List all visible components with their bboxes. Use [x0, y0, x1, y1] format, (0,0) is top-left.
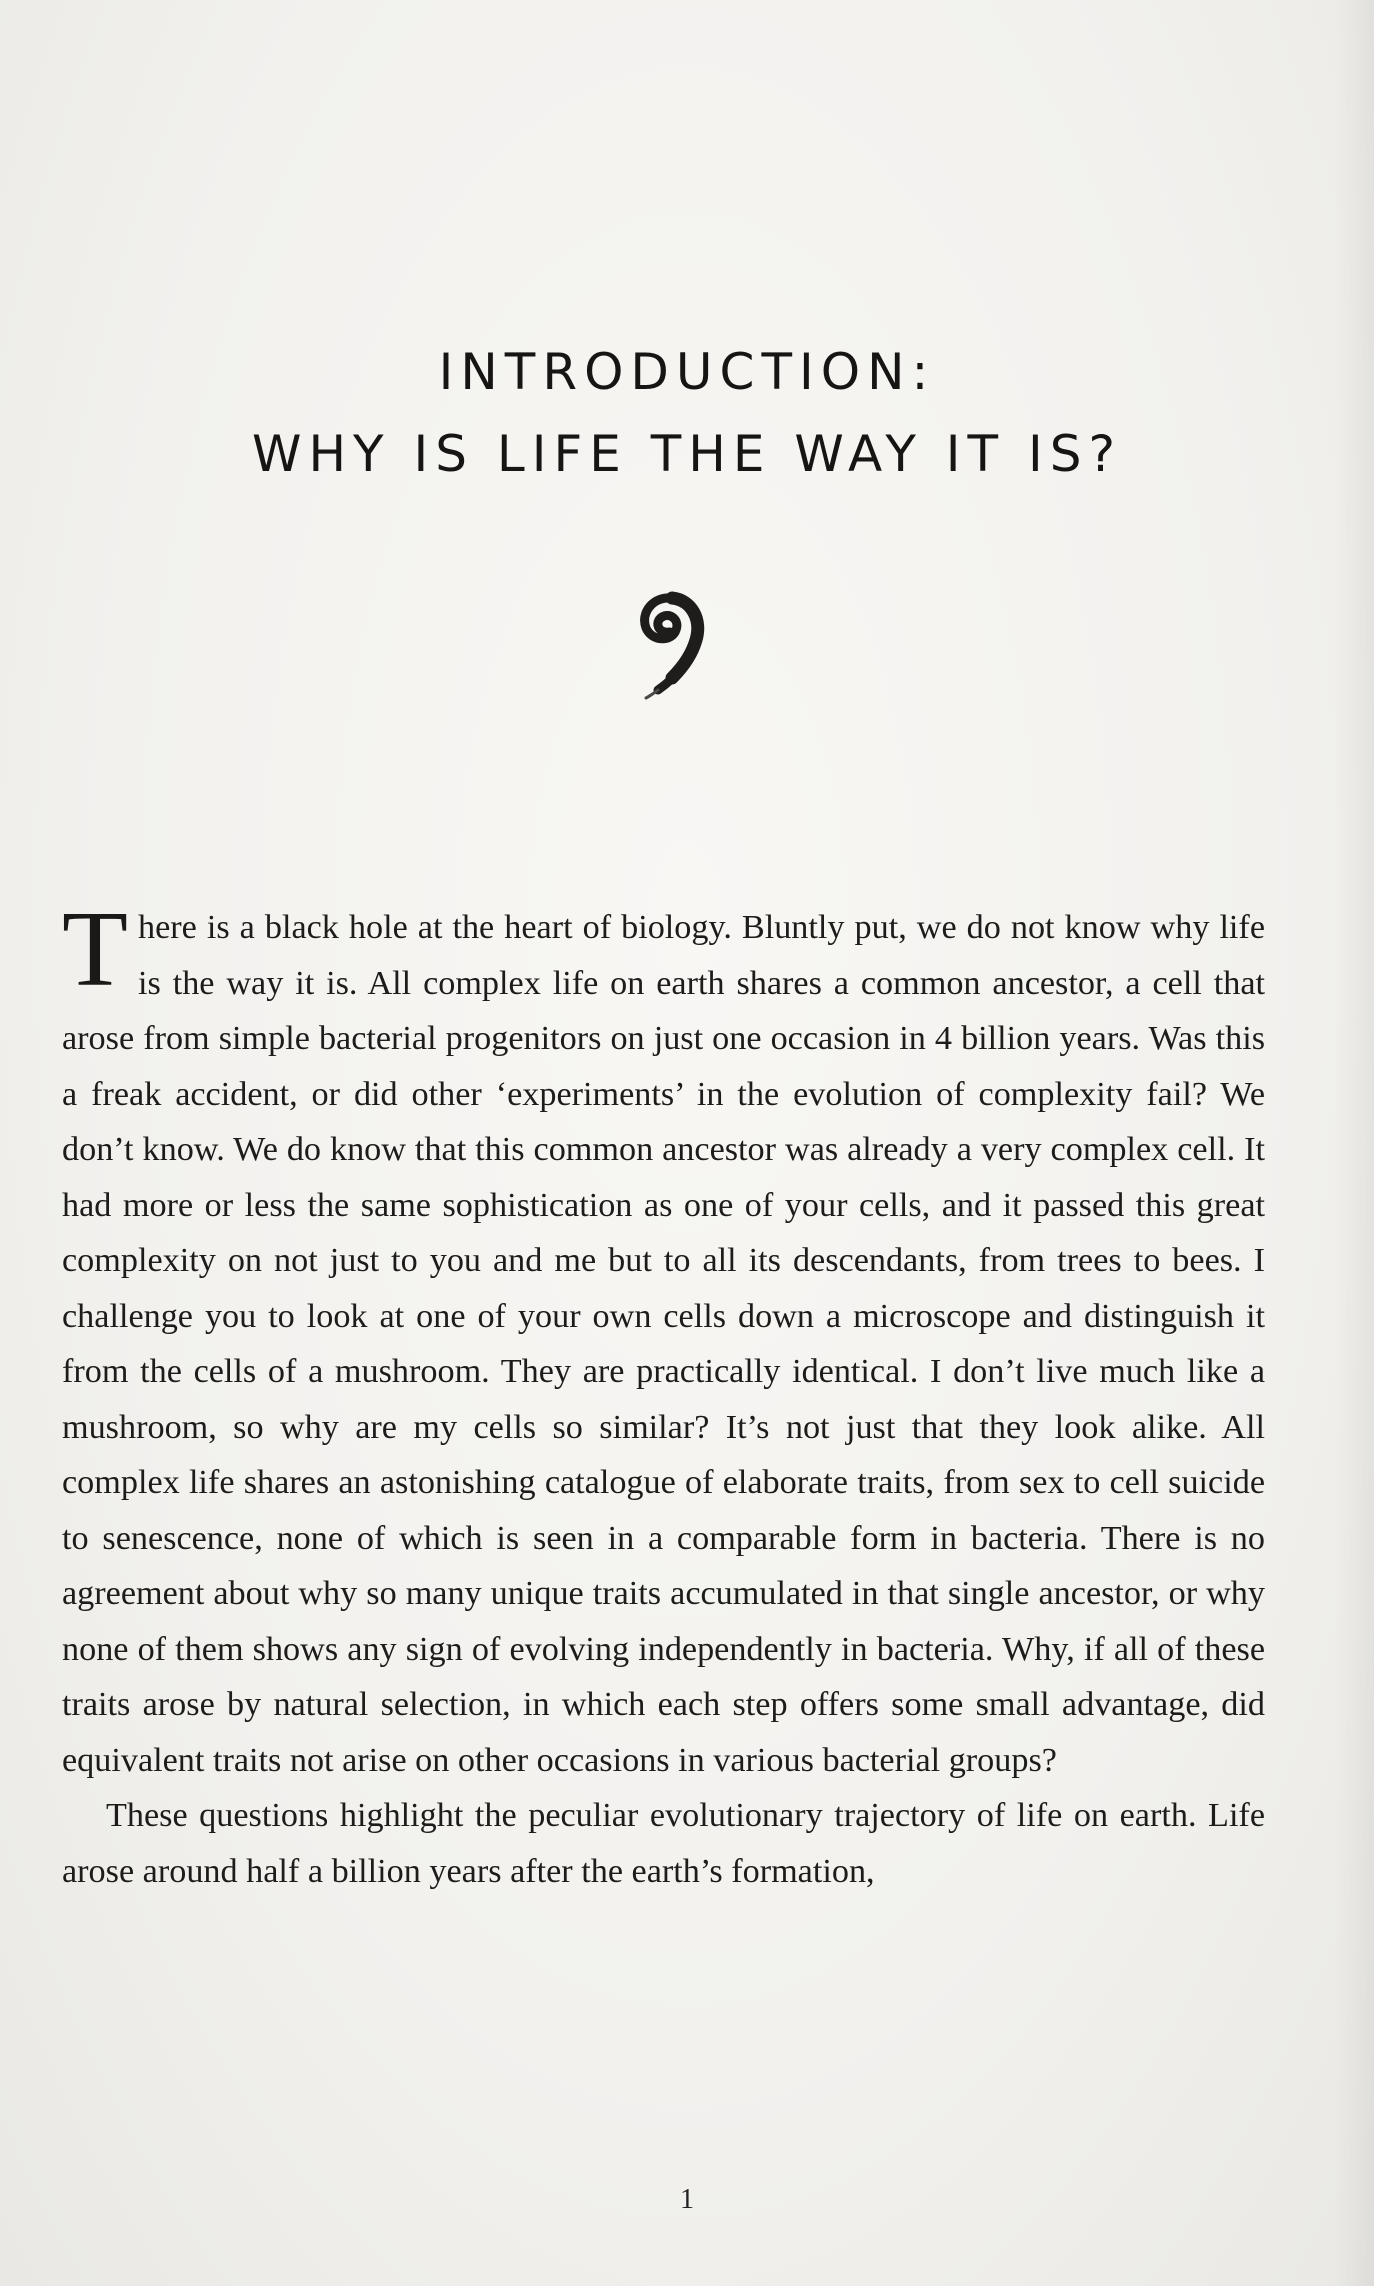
page-number: 1: [680, 2184, 694, 2215]
chapter-title-line2: WHY IS LIFE THE WAY IT IS?: [252, 425, 1122, 483]
paragraph-1: [62, 890, 1265, 1788]
paragraph-2: These questions highlight the peculiar evolutionary trajectory of life on earth. Life arose around half a billion years after the earth’s formation,: [62, 1797, 1265, 1890]
drop-cap: T: [62, 890, 128, 1009]
chapter-title-line1: INTRODUCTION:: [438, 343, 936, 401]
body-text: [62, 890, 1265, 1899]
spiral-ornament-icon: [612, 560, 722, 700]
paragraph-1-text: here is a black hole at the heart of biology. Bluntly put, we do not know why life is the way it is. All complex life on earth shares a common ancestor, a cell that arose from simple bacterial progenitors on just one occasion in 4 billion years. Was this a freak accident, or did other ‘experiments’ in the evolution of complexity fail? We don’t know. We do know that this common ancestor was already a very complex cell. It had more or less the same sophistication as one of your cells, and it passed this great complexity on not just to you and me but to all its descendants, from trees to bees. I challenge you to look at one of your own cells down a microscope and distinguish it from the cells of a mushroom. They are practically identical. I don’t live much like a mushroom, so why are my cells so similar? It’s not just that they look alike. All complex life shares an astonishing catalogue of elaborate traits, from sex to cell suicide to senescence, none of which is seen in a comparable form in bacteria. There is no agreement about why so many unique traits accumulated in that single ancestor, or why none of them shows any sign of evolving independently in bacteria. Why, if all of these traits arose by natural selection, in which each step offers some small advantage, did equivalent traits not arise on other occasions in various bacterial groups?: [62, 909, 1265, 1779]
